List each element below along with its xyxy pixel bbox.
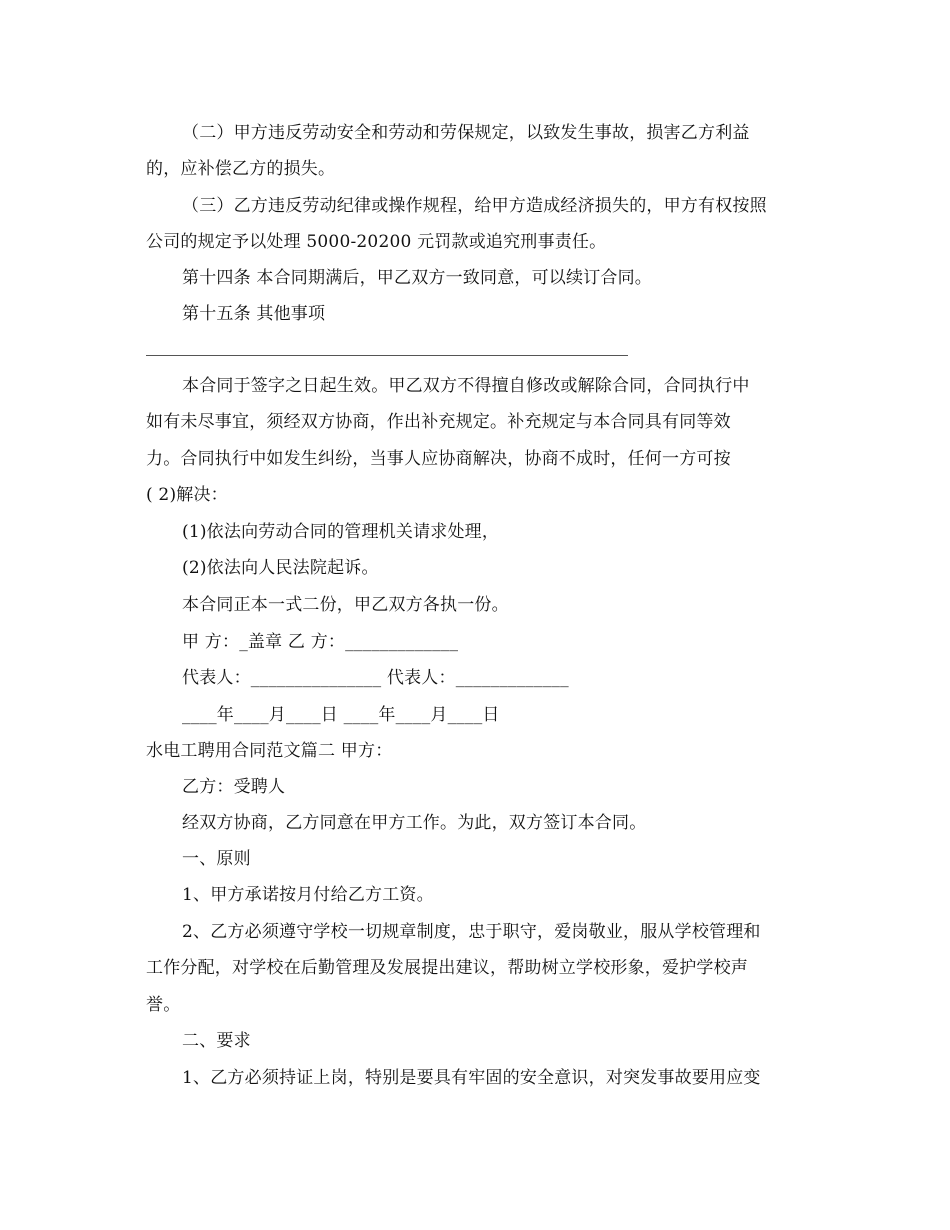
paragraph-line: ( 2)解决： — [146, 485, 228, 505]
list-item: 1、乙方必须持证上岗，特别是要具有牢固的安全意识，对突发事故要用应变 — [182, 1068, 761, 1088]
clause-heading: 第十四条 本合同期满后，甲乙双方一致同意，可以续订合同。 — [182, 268, 653, 288]
section-title: 水电工聘用合同范文篇二 甲方： — [146, 741, 393, 761]
paragraph-line: 乙方：受聘人 — [182, 777, 286, 797]
paragraph-line: （二）甲方违反劳动安全和劳动和劳保规定，以致发生事故，损害乙方利益 — [182, 123, 750, 143]
paragraph-line: 誉。 — [146, 995, 181, 1015]
paragraph-line: 经双方协商，乙方同意在甲方工作。为此，双方签订本合同。 — [182, 813, 647, 833]
paragraph-line: 工作分配，对学校在后勤管理及发展提出建议，帮助树立学校形象，爱护学校声 — [146, 958, 748, 978]
paragraph-line: 公司的规定予以处理 5000-20200 元罚款或追究刑事责任。 — [146, 232, 607, 252]
section-heading: 一、原则 — [182, 849, 251, 869]
paragraph-line: 如有未尽事宜，须经双方协商，作出补充规定。补充规定与本合同具有同等效 — [146, 412, 731, 432]
list-item: 2、乙方必须遵守学校一切规章制度，忠于职守，爱岗敬业，服从学校管理和 — [182, 922, 761, 942]
paragraph-line: 的，应补偿乙方的损失。 — [146, 159, 336, 179]
signature-line-party: 甲 方：_盖章 乙 方：_____________ — [182, 632, 459, 652]
clause-heading: 第十五条 其他事项 — [182, 304, 326, 324]
paragraph-line: 本合同于签字之日起生效。甲乙双方不得擅自修改或解除合同，合同执行中 — [182, 376, 750, 396]
list-item: (1)依法向劳动合同的管理机关请求处理， — [182, 522, 500, 542]
signature-line-representative: 代表人：_______________ 代表人：_____________ — [182, 668, 569, 688]
paragraph-line: 力。合同执行中如发生纠纷，当事人应协商解决，协商不成时，任何一方可按 — [146, 449, 731, 469]
horizontal-rule — [146, 355, 628, 356]
signature-line-date: ____年____月____日 ____年____月____日 — [182, 705, 500, 725]
section-heading: 二、要求 — [182, 1031, 251, 1051]
paragraph-line: （三）乙方违反劳动纪律或操作规程，给甲方造成经济损失的，甲方有权按照 — [182, 196, 767, 216]
list-item: 1、甲方承诺按月付给乙方工资。 — [182, 885, 434, 905]
list-item: (2)依法向人民法院起诉。 — [182, 558, 379, 578]
paragraph-line: 本合同正本一式二份，甲乙双方各执一份。 — [182, 595, 509, 615]
